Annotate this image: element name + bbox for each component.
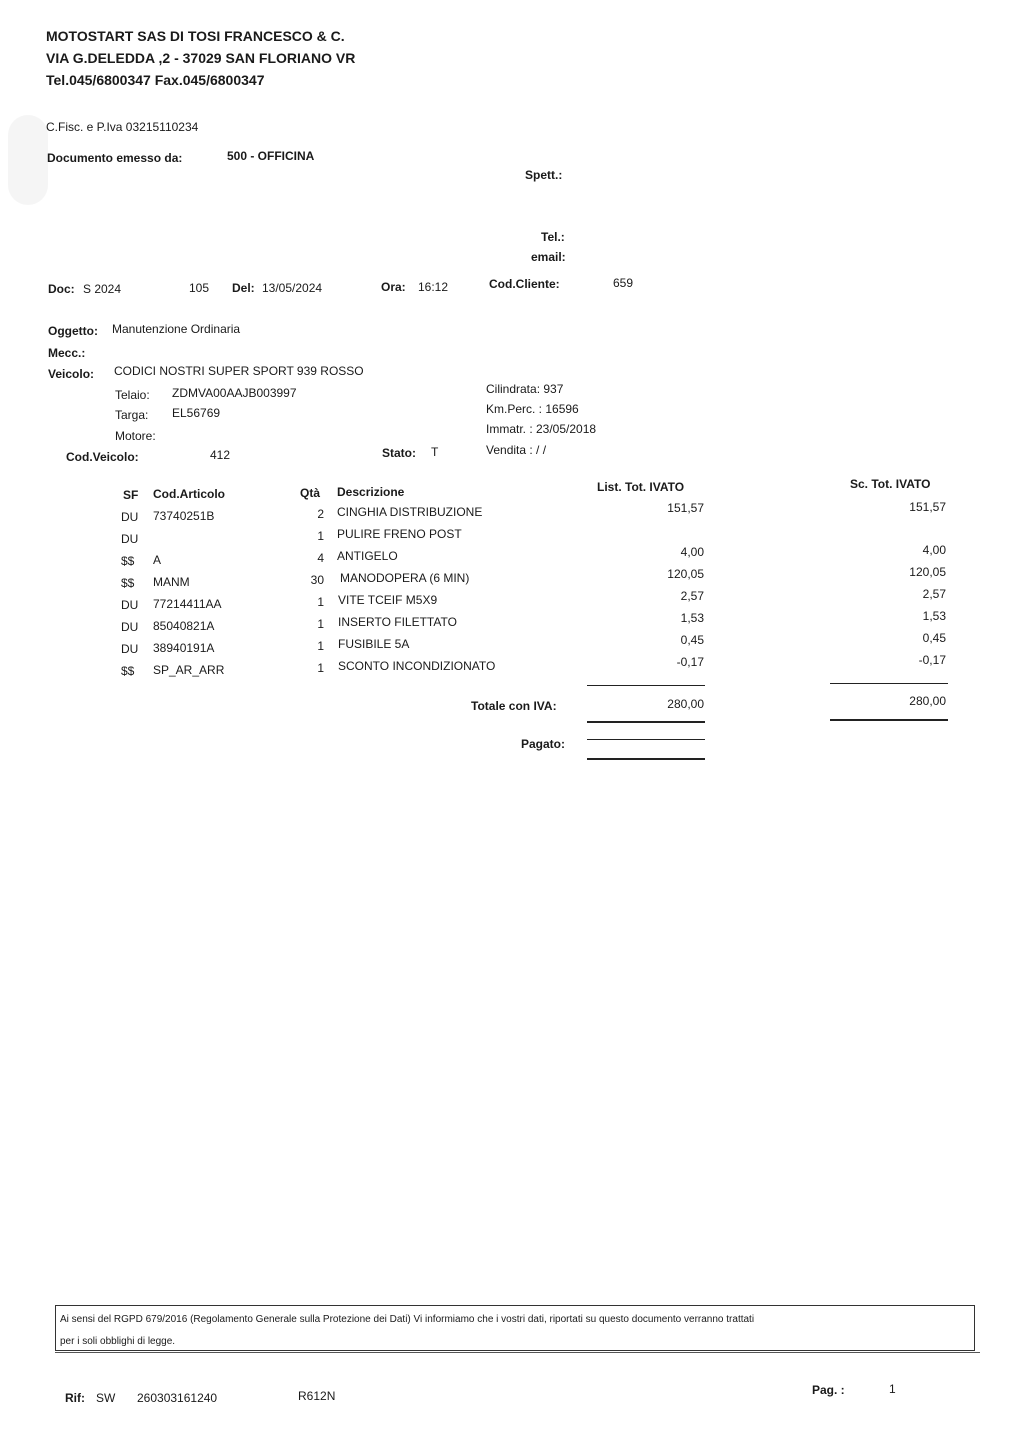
cod-veicolo-value: 412 (210, 448, 231, 462)
row-1-code: 73740251B (153, 509, 215, 523)
form-code: R612N (298, 1389, 336, 1403)
spett-label: Spett.: (525, 168, 563, 182)
targa-value: EL56769 (172, 406, 221, 420)
vendita: Vendita : / / (486, 443, 547, 457)
col-header-list: List. Tot. IVATO (597, 480, 685, 494)
row-1-sf: DU (121, 510, 139, 524)
rif-value: SW (96, 1391, 116, 1405)
row-8-list: -0,17 (676, 655, 704, 669)
issued-by-value: 500 - OFFICINA (227, 149, 315, 163)
doc-time: 16:12 (418, 280, 449, 294)
paid-rule-bottom (587, 758, 705, 760)
time-label: Ora: (381, 280, 406, 294)
row-8-qty: 1 (317, 661, 324, 675)
customer-code: 659 (613, 276, 634, 290)
col-header-disc: Sc. Tot. IVATO (850, 477, 931, 491)
rif-label: Rif: (65, 1391, 85, 1405)
row-6-qty: 1 (317, 617, 324, 631)
row-3-desc: ANTIGELO (337, 549, 398, 563)
doc-date: 13/05/2024 (262, 281, 323, 295)
doc-number: 105 (189, 281, 210, 295)
row-3-list: 4,00 (680, 545, 704, 559)
row-7-desc: FUSIBILE 5A (338, 637, 410, 651)
row-8-disc: -0,17 (918, 653, 946, 667)
total-disc: 280,00 (909, 694, 946, 708)
row-4-desc: MANODOPERA (6 MIN) (340, 571, 470, 585)
cod-veicolo-label: Cod.Veicolo: (66, 450, 139, 464)
row-1-list: 151,57 (667, 501, 704, 515)
row-5-desc: VITE TCEIF M5X9 (338, 593, 438, 607)
page-label: Pag. : (812, 1383, 845, 1397)
km-perc: Km.Perc. : 16596 (486, 402, 579, 416)
paid-rule-top (587, 739, 705, 740)
row-6-list: 1,53 (680, 611, 704, 625)
row-7-qty: 1 (317, 639, 324, 653)
doc-value: S 2024 (83, 282, 122, 296)
row-6-code: 85040821A (153, 619, 215, 633)
row-4-list: 120,05 (667, 567, 704, 581)
company-name: MOTOSTART SAS DI TOSI FRANCESCO & C. (46, 28, 345, 44)
rif-number: 260303161240 (137, 1391, 218, 1405)
stato-label: Stato: (382, 446, 416, 460)
row-5-code: 77214411AA (153, 597, 222, 611)
row-6-disc: 1,53 (922, 609, 946, 623)
paid-label: Pagato: (521, 737, 566, 751)
total-rule-top-disc (830, 683, 948, 684)
privacy-line-2: per i soli obblighi di legge. (60, 1336, 176, 1347)
company-contacts: Tel.045/6800347 Fax.045/6800347 (46, 72, 265, 88)
row-4-code: MANM (153, 575, 190, 589)
telaio-label: Telaio: (115, 388, 150, 402)
row-7-sf: DU (121, 642, 139, 656)
row-8-sf: $$ (121, 664, 135, 678)
row-4-disc: 120,05 (909, 565, 946, 579)
row-3-code: A (153, 553, 162, 567)
issued-by-label: Documento emesso da: (47, 151, 183, 165)
footer-rule (55, 1352, 980, 1353)
cilindrata: Cilindrata: 937 (486, 382, 564, 396)
row-8-desc: SCONTO INCONDIZIONATO (338, 659, 496, 673)
row-2-desc: PULIRE FRENO POST (337, 527, 462, 541)
total-rule-bottom-disc (830, 719, 948, 721)
row-4-sf: $$ (121, 576, 135, 590)
row-6-desc: INSERTO FILETTATO (338, 615, 457, 629)
row-5-qty: 1 (317, 595, 324, 609)
company-tax-id: C.Fisc. e P.Iva 03215110234 (46, 120, 199, 134)
row-3-qty: 4 (317, 551, 324, 565)
total-rule-top-list (587, 685, 705, 686)
row-6-sf: DU (121, 620, 139, 634)
immatricolazione: Immatr. : 23/05/2018 (486, 422, 597, 436)
targa-label: Targa: (115, 408, 149, 422)
row-1-desc: CINGHIA DISTRIBUZIONE (337, 505, 483, 519)
scan-smudge (8, 115, 48, 205)
col-header-qty: Qtà (300, 486, 321, 500)
row-4-qty: 30 (310, 573, 324, 587)
row-5-sf: DU (121, 598, 139, 612)
veicolo-label: Veicolo: (48, 367, 95, 381)
stato-value: T (431, 445, 439, 459)
privacy-notice-box (55, 1305, 975, 1351)
row-2-qty: 1 (317, 529, 324, 543)
total-rule-bottom-list (587, 721, 705, 723)
motore-label: Motore: (115, 429, 156, 443)
row-1-disc: 151,57 (909, 500, 946, 514)
row-1-qty: 2 (317, 507, 324, 521)
row-2-sf: DU (121, 532, 139, 546)
company-address: VIA G.DELEDDA ,2 - 37029 SAN FLORIANO VR (46, 50, 356, 66)
oggetto-value: Manutenzione Ordinaria (112, 322, 241, 336)
oggetto-label: Oggetto: (48, 324, 98, 338)
page-number: 1 (889, 1382, 896, 1396)
customer-code-label: Cod.Cliente: (489, 277, 560, 291)
col-header-code: Cod.Articolo (153, 487, 225, 501)
total-list: 280,00 (667, 697, 704, 711)
row-3-disc: 4,00 (922, 543, 946, 557)
date-label: Del: (232, 281, 255, 295)
telaio-value: ZDMVA00AAJB003997 (172, 386, 297, 400)
row-3-sf: $$ (121, 554, 135, 568)
row-7-code: 38940191A (153, 641, 215, 655)
doc-label: Doc: (48, 282, 75, 296)
veicolo-value: CODICI NOSTRI SUPER SPORT 939 ROSSO (114, 364, 364, 378)
row-7-disc: 0,45 (922, 631, 946, 645)
privacy-line-1: Ai sensi del RGPD 679/2016 (Regolamento Generale sulla Protezione dei Dati) Vi informiamo che i vostri dati, riportati su questo documento verranno trattati (60, 1314, 755, 1325)
mecc-label: Mecc.: (48, 346, 86, 360)
row-5-list: 2,57 (680, 589, 704, 603)
row-7-list: 0,45 (680, 633, 704, 647)
row-5-disc: 2,57 (922, 587, 946, 601)
total-label: Totale con IVA: (471, 699, 557, 713)
row-8-code: SP_AR_ARR (153, 663, 225, 677)
email-label: email: (531, 250, 566, 264)
col-header-sf: SF (123, 488, 139, 502)
col-header-desc: Descrizione (337, 485, 405, 499)
tel-label: Tel.: (541, 230, 565, 244)
